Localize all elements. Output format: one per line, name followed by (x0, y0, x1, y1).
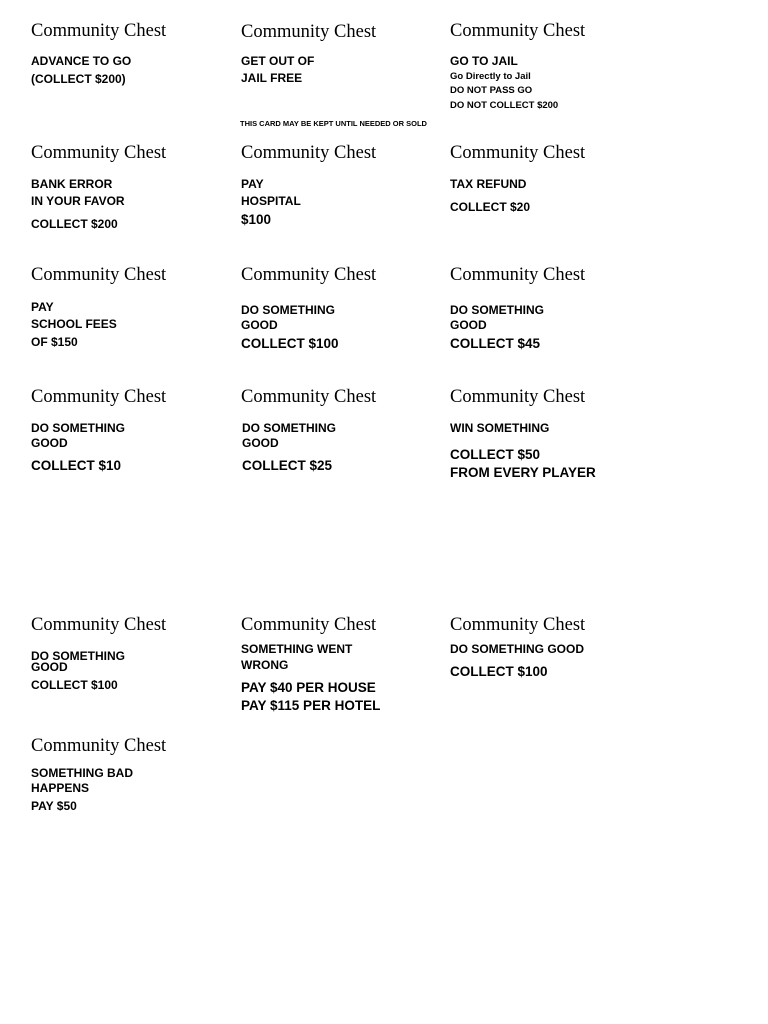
card-text: HOSPITAL (241, 194, 301, 208)
card-school-fees (31, 265, 236, 349)
card-text: PAY $50 (31, 799, 77, 813)
card-do-something-good (450, 615, 655, 679)
card-text: COLLECT $200 (31, 217, 118, 231)
card-text: (COLLECT $200) (31, 72, 126, 86)
card-title: Community Chest (241, 615, 377, 635)
card-text: DO SOMETHING (241, 303, 336, 317)
card-text: COLLECT $100 (31, 678, 118, 692)
card-text: DO SOMETHING (31, 421, 126, 435)
card-text: $100 (241, 212, 272, 227)
card-text: WRONG (241, 658, 289, 672)
card-title: Community Chest (31, 143, 167, 163)
card-title: Community Chest (450, 265, 586, 285)
card-title: Community Chest (31, 21, 167, 41)
card-title: Community Chest (450, 143, 586, 163)
card-text: COLLECT $25 (242, 458, 333, 473)
card-text: OF $150 (31, 335, 78, 349)
card-text: DO SOMETHING (242, 421, 337, 435)
card-text: COLLECT $100 (450, 664, 548, 679)
card-text: IN YOUR FAVOR (31, 194, 125, 208)
card-text: COLLECT $50 (450, 447, 541, 462)
card-text: SOMETHING WENT (241, 642, 353, 656)
card-text: DO NOT COLLECT $200 (450, 100, 559, 111)
card-text: GOOD (450, 318, 487, 332)
card-do-something-good (450, 265, 655, 351)
card-text: Go Directly to Jail (450, 71, 531, 82)
card-text: BANK ERROR (31, 177, 113, 191)
card-tax-refund (450, 143, 655, 214)
card-title: Community Chest (241, 387, 377, 407)
card-title: Community Chest (241, 143, 377, 163)
card-title: Community Chest (31, 615, 167, 635)
card-advance-to-go (31, 21, 236, 86)
card-title: Community Chest (450, 21, 586, 41)
card-something-went-wrong (241, 615, 446, 713)
card-text: TAX REFUND (450, 177, 527, 191)
card-title: Community Chest (241, 22, 377, 42)
card-text: WIN SOMETHING (450, 421, 550, 435)
card-text: COLLECT $100 (241, 336, 339, 351)
card-text: PAY $115 PER HOTEL (241, 698, 381, 713)
card-something-bad-happens (31, 736, 236, 813)
card-title: Community Chest (241, 265, 377, 285)
card-text: PAY (31, 300, 54, 314)
card-text: HAPPENS (31, 781, 90, 795)
card-bank-error (31, 143, 236, 231)
card-note: THIS CARD MAY BE KEPT UNTIL NEEDED OR SOLD (240, 119, 427, 128)
card-text: DO NOT PASS GO (450, 85, 533, 96)
card-win-something (450, 387, 655, 480)
card-text: ADVANCE TO GO (31, 54, 132, 68)
card-text: GO TO JAIL (450, 54, 518, 68)
card-text: GOOD (31, 436, 68, 450)
card-text: JAIL FREE (241, 71, 303, 85)
card-text: SCHOOL FEES (31, 317, 117, 331)
card-text: DO SOMETHING (31, 649, 126, 663)
card-do-something-good (31, 387, 236, 473)
card-title: Community Chest (31, 736, 167, 756)
card-text: COLLECT $20 (450, 200, 531, 214)
card-text: GOOD (241, 318, 278, 332)
card-text: COLLECT $10 (31, 458, 122, 473)
card-pay-hospital (241, 143, 446, 227)
card-text: FROM EVERY PLAYER (450, 465, 596, 480)
card-text: DO SOMETHING (450, 303, 545, 317)
card-do-something-good (241, 387, 446, 473)
card-text: GOOD (242, 436, 279, 450)
card-do-something-good (241, 265, 446, 351)
card-text: GET OUT OF (241, 54, 315, 68)
card-text: SOMETHING BAD (31, 766, 133, 780)
card-title: Community Chest (31, 387, 167, 407)
card-text: GOOD (31, 660, 68, 674)
card-title: Community Chest (31, 265, 167, 285)
card-do-something-good (31, 615, 236, 692)
card-text: DO SOMETHING GOOD (450, 642, 585, 656)
card-title: Community Chest (450, 615, 586, 635)
card-go-to-jail (450, 21, 655, 111)
card-text: PAY (241, 177, 264, 191)
card-get-out-of-jail-free (240, 22, 446, 128)
card-text: COLLECT $45 (450, 336, 541, 351)
card-text: PAY $40 PER HOUSE (241, 680, 376, 695)
card-title: Community Chest (450, 387, 586, 407)
